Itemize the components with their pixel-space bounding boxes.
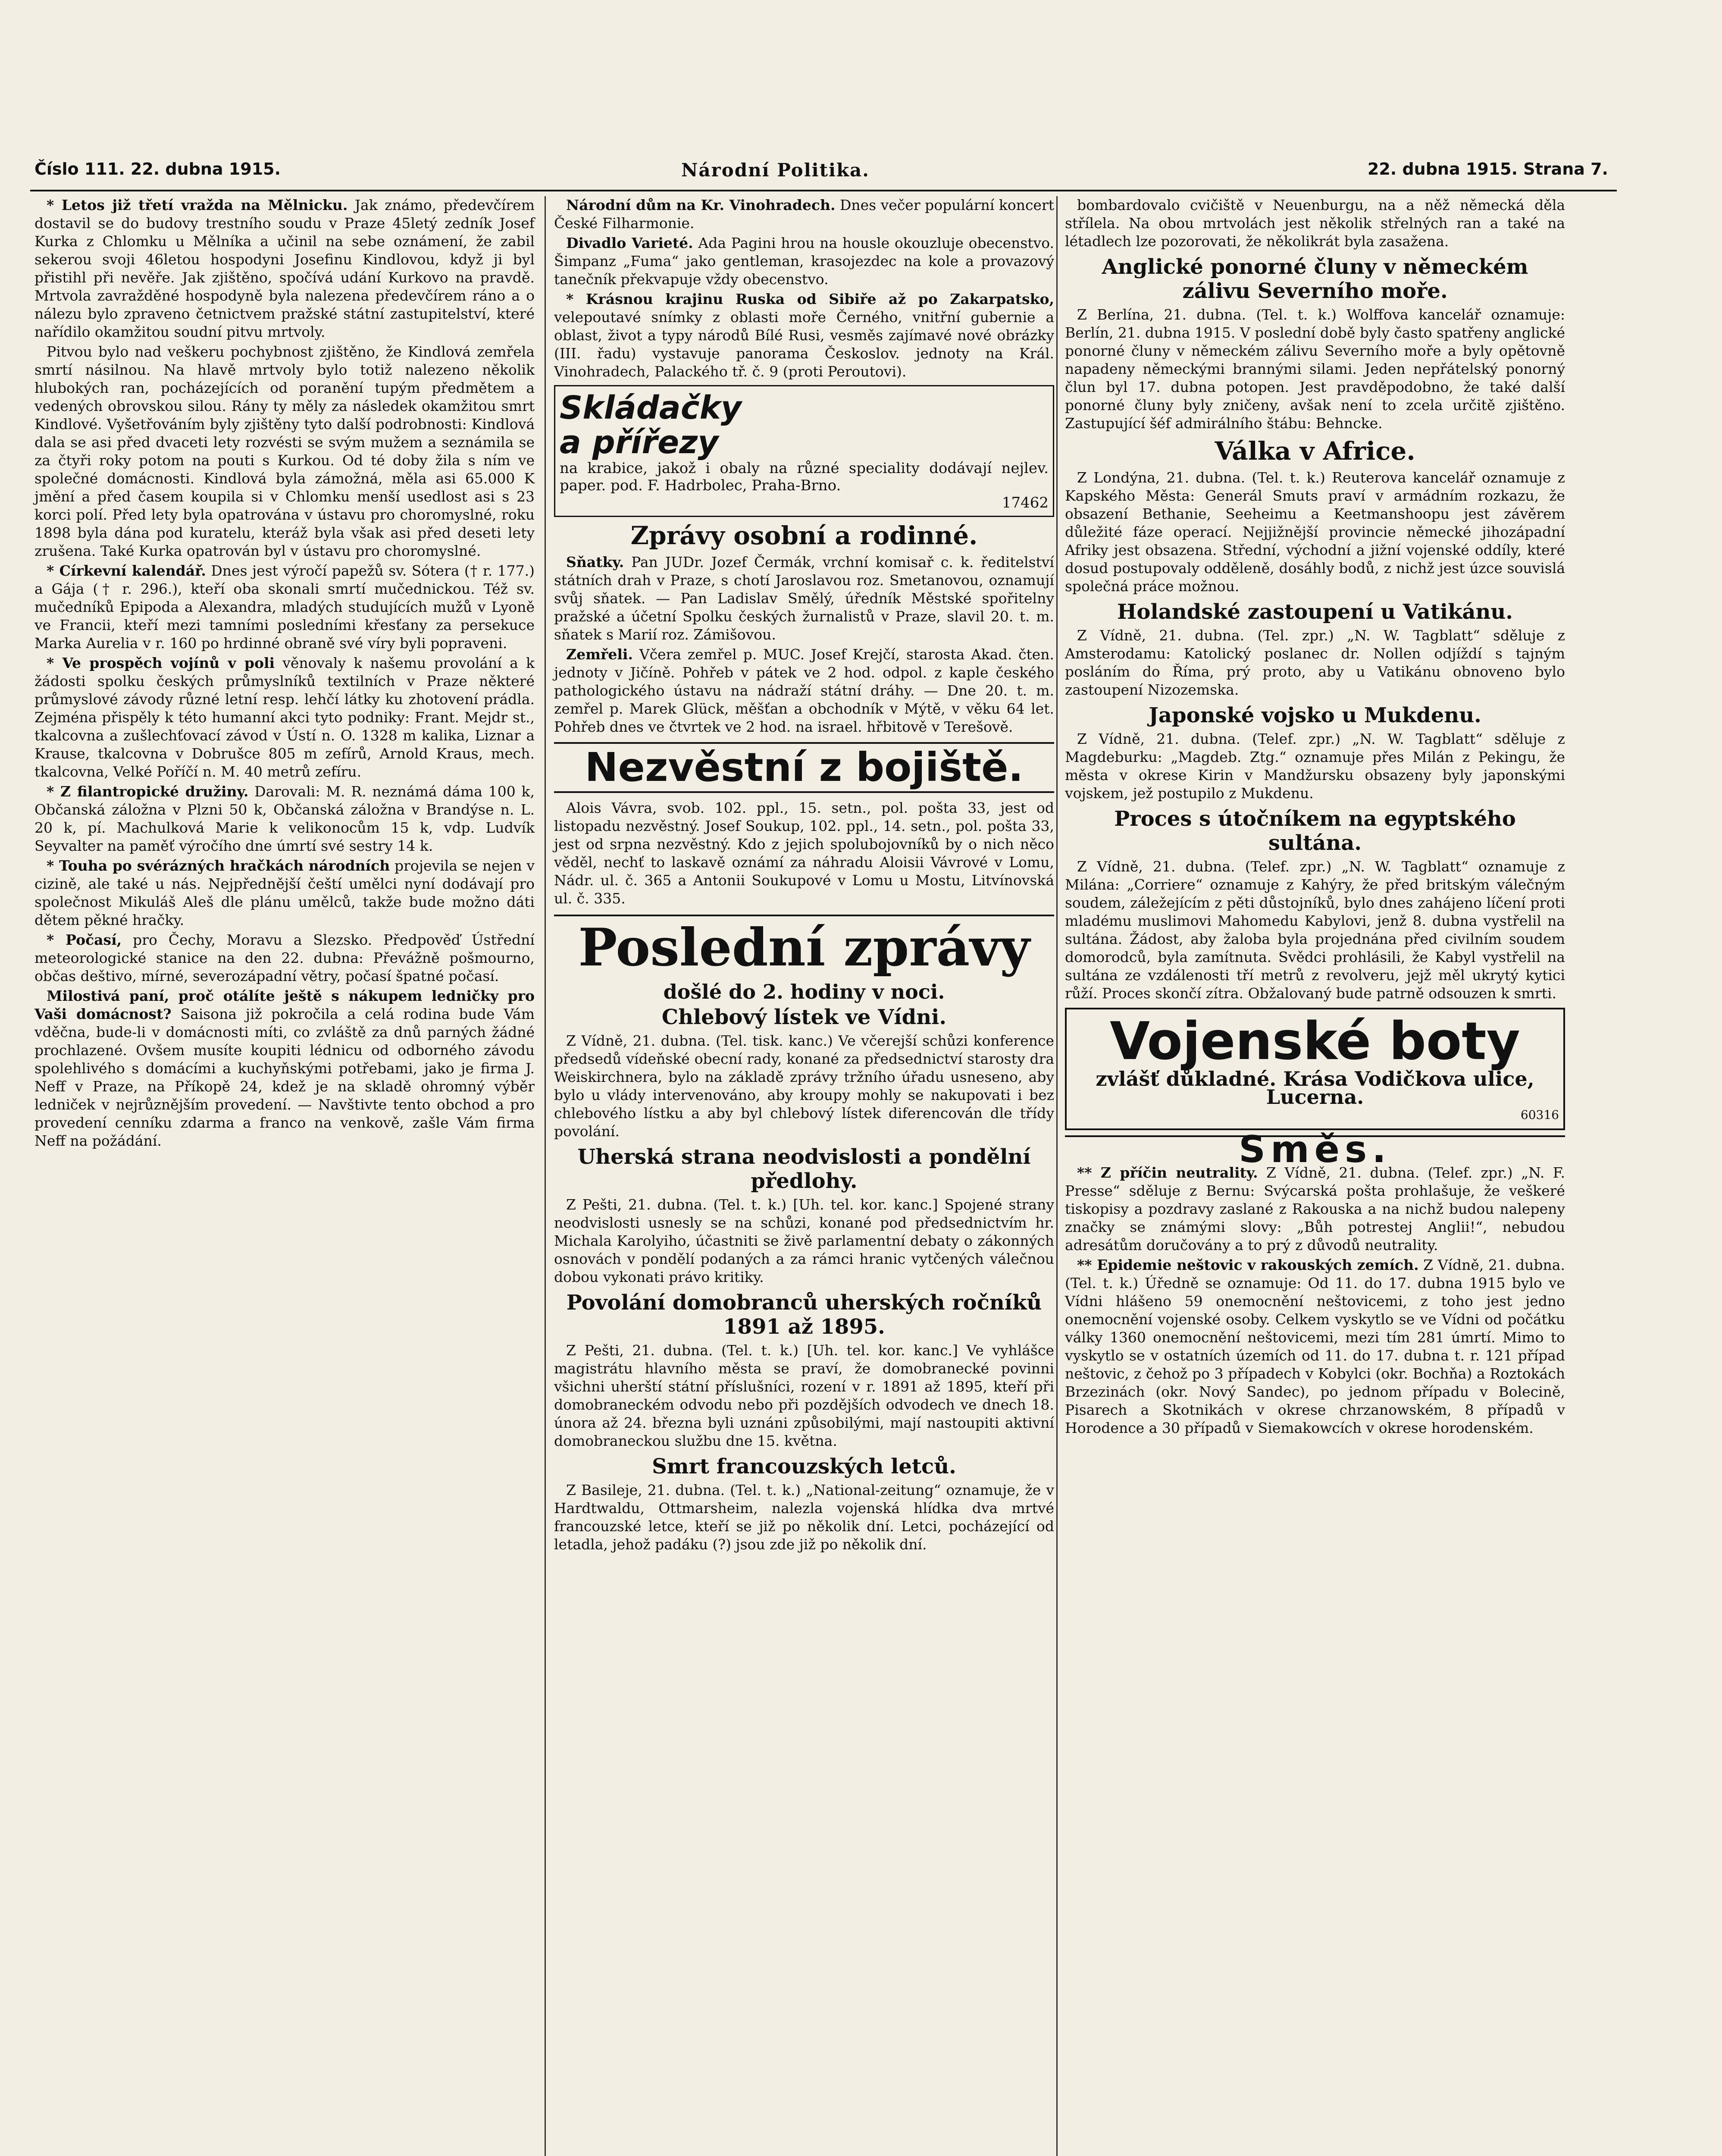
advertisement — [554, 385, 1054, 517]
headline: Holandské zastoupení u Vatikánu. — [1117, 600, 1513, 624]
advertisement — [1065, 1008, 1565, 1130]
column-1 — [34, 196, 535, 1152]
article: * Ve prospěch vojínů v poli věnovaly k našemu provolání a k žádosti spolku českých průmyslníků textilních v Praze některé průmyslové závody různé letní resp. lehčí látky ku zhotovení prádla. Zejména přispěly k této humanní akci tyto podniky: Frant. Mejdr st., tkalcovna a zušlechťovací závod v Ústí n. O. 1328 m kalika, Liznar a Krause, tkalcovna v Dobrušce 805 m zefírů, Arnold Kraus, mech. tkalcovna, Velké Poříčí n. M. 40 metrů zefíru. — [34, 655, 535, 780]
section-heading: Nezvěstní z bojiště. — [554, 742, 1054, 793]
article: Z Basileje, 21. dubna. (Tel. t. k.) „National-zeitung“ oznamuje, že v Hardtwaldu, Ottmarsheim, nalezla vojenská hlídka dva mrtvé francouzské letce, kteří se již po několik dní. Letci, pocházející od letadla, jehož padáku (?) jsou zde již po několik dní. — [554, 1482, 1054, 1553]
article: Z Pešti, 21. dubna. (Tel. t. k.) [Uh. tel. kor. kanc.] Ve vyhlášce magistrátu hlavního města se praví, že domobranecké povinni všichni uherští státní příslušníci, rození v r. 1891 až 1895, kteří při domobraneckém odvodu nebo při pozdějších odvodech ve dnech 18. února až 24. března byli uznáni způsobilými, mají nastoupiti aktivní domobraneckou službu dne 15. května. — [554, 1342, 1054, 1449]
article: Divadlo Varieté. Ada Pagini hrou na housle okouzluje obecenstvo. Šimpanz „Fuma“ jako gentleman, krasojezdec na kole a provazový tanečník překvapuje vždy obecenstvo. — [554, 235, 1054, 288]
article: * Počasí, pro Čechy, Moravu a Slezsko. Předpověď Ústřední meteorologické stanice na den 22. dubna: Převážně pošmourno, občas deštivo, mírné, severozápadní větry, počasí špatné počasí. — [34, 931, 535, 984]
page-number: 22. dubna 1915. Strana 7. — [1367, 160, 1608, 179]
article: Z Vídně, 21. dubna. (Tel. tisk. kanc.) Ve včerejší schůzi konference předsedů vídeňské obecní rady, konané za předsednictví starosty dra Weiskirchnera, bylo na základě zprávy tržního úřadu usneseno, aby bylo u vlády intervenováno, aby kroupy mohly se nakupovati i bez chlebového lístku a aby byl chlebový lístek diferencován dle třídy povolání. — [554, 1032, 1054, 1140]
article: Sňatky. Pan JUDr. Jozef Čermák, vrchní komisař c. k. ředitelství státních drah v Praze, s chotí Jaroslavou roz. Smetanovou, oznamují svůj sňatek. — Pan Ladislav Smělý, úředník Městské spořitelny pražské a účetní Spolku českých žurnalistů v Praze, slavil 20. t. m. sňatek s Marií roz. Zámišovou. — [554, 554, 1054, 643]
headline: Anglické ponorné čluny v německém zálivu Severního moře. — [1102, 255, 1528, 303]
article: Z Vídně, 21. dubna. (Telef. zpr.) „N. W. Tagblatt“ oznamuje z Milána: „Corriere“ oznamuje z Kahýry, že před britským válečným soudem, záležejícím z pěti důstojníků, bylo dnes zahájeno líčení proti mladému muslimovi Mahomedu Kabylovi, jenž 8. dubna vystřelil na sultána. Žádost, aby žaloba byla projednána před civilním soudem domorodců, byla zamítnuta. Svědci prohlásili, že Kabyl vystřelil na sultána ze vzdálenosti tří metrů z revolveru, jejž měl ukrytý kytici růží. Proces skončí zítra. Obžalovaný bude patrně odsouzen k smrti. — [1065, 858, 1565, 1002]
headline: Smrt francouzských letců. — [652, 1454, 956, 1479]
article: Alois Vávra, svob. 102. ppl., 15. setn., pol. pošta 33, jest od listopadu nezvěstný. Josef Soukup, 102. ppl., 14. setn., pol. pošta 33, jest od srpna nezvěstný. Kdo z jejich spolubojovníků by o nich něco věděl, nechť to laskavě oznámí za náhradu Aloisii Vávrové v Lomu, Nádr. ul. č. 365 a Antonii Soukupové v Lomu u Mostu, Litvínovská ul. č. 335. — [554, 799, 1054, 907]
article-continued: Pitvou bylo nad veškeru pochybnost zjištěno, že Kindlová zemřela smrtí násilnou. Na hlavě mrtvoly bylo totiž nalezeno několik hlubokých ran, pocházejících od poranění tupým předmětem a vedených obrovskou silou. Rány ty měly za následek okamžitou smrt Kindlové. Vyšetřováním byly zjištěny tyto další podrobnosti: Kindlová dala se asi před dvaceti lety rozvésti se svým mužem a seznámila se za čtyři roky potom na pouti s Kurkou. Od té doby žila s ním ve společné domácnosti. Kindlová byla zámožná, měla asi 65.000 K jmění a před časem koupila si v Chlomku menší usedlost asi s 23 korci polí. Před lety byla opatrována v ústavu pro choromyslné, roku 1898 byla dána pod kuratelu, kteráž byla však asi před deseti lety zrušena. Také Kurka opatrován byl v ústavu pro choromyslné. — [34, 343, 535, 559]
ad-number: 60316 — [1520, 1108, 1559, 1122]
article: Zemřeli. Včera zemřel p. MUC. Josef Krejčí, starosta Akad. čten. jednoty v Jičíně. Pohřeb v pátek ve 2 hod. odpol. z kaple českého pathologického ústavu na nádraží státní dráhy. — Dne 20. t. m. zemřel p. Marek Glück, měšťan a obchodník v Mýtě, v věku 64 let. Pohřeb dnes ve čtvrtek ve 2 hod. na israel. hřbitově v Terešově. — [554, 646, 1055, 735]
column-divider — [1056, 196, 1058, 2156]
page-header — [34, 160, 1608, 190]
column-3 — [1065, 196, 1565, 1439]
headline: Japonské vojsko u Mukdenu. — [1149, 703, 1481, 727]
section-heading: Směs. — [1065, 1135, 1565, 1159]
headline: Válka v Africe. — [1215, 436, 1415, 466]
ad-text: na krabice, jakož i obaly na různé speciality dodávají nejlev. paper. pod. F. Hadrbolec, Praha-Brno. — [560, 460, 1049, 494]
article: * Letos již třetí vražda na Mělnicku. Jak známo, předevčírem dostavil se do budovy trestního soudu v Praze 45letý zedník Josef Kurka z Chlomku u Mělníka a učinil na sebe oznámení, že zabil sekerou svoji 46letou hospodyni Josefinu Kindlovou, když ji byl přistihl při nevěře. Jak zjištěno, spočívá udání Kurkovo na pravdě. Mrtvola zavražděné hospodyně byla nalezena předevčírem ráno a o nálezu bylo zpraveno četnictvem pražské státní zastupitelství, které nařídilo okamžitou soudní pitvu mrtvoly. — [34, 197, 535, 340]
header-rule — [30, 190, 1617, 191]
article: Národní dům na Kr. Vinohradech. Dnes večer populární koncert České Filharmonie. — [554, 197, 1054, 232]
article: Z Londýna, 21. dubna. (Tel. t. k.) Reuterova kancelář oznamuje z Kapského Města: Generál Smuts praví v armádním rozkazu, že obsazení Bethanie, Seeheimu a Keetmanshoopu jest závěrem důležité fáze operací. Nejjižnější provincie německé jihozápadní Afriky jest obsazena. Střední, východní a jižní vojenské oddíly, které dosud postupovaly odděleně, dosáhly bodů, z nichž jest úzce souvislá společná práce možnou. — [1065, 469, 1565, 595]
article-continued: bombardovalo cvičiště v Neuenburgu, na a něž německá děla střílela. Na obou mrtvolách jest několik střelných ran a také na létadlech lze pozorovati, že několikrát byla zasažena. — [1065, 197, 1565, 250]
section-heading: Zprávy osobní a rodinné. — [630, 521, 978, 550]
article: Z Pešti, 21. dubna. (Tel. t. k.) [Uh. tel. kor. kanc.] Spojené strany neodvislosti usnesly se na schůzi, konané pod předsednictvím hr. Michala Karolyiho, účastniti se živě parlamentní debaty o zákonných osnovách v pondělí podaných a za rámci hranic vytčených válečnou dobou vykonati právo kritiky. — [554, 1196, 1054, 1285]
article: * Touha po svérázných hračkách národních projevila se nejen v cizině, ale také u nás. Nejpřednější čeští umělci nyní dodávají pro společnost Mikuláš Aleš dle plánu umělců, takže bude možno dáti dětem pěkné hračky. — [34, 857, 535, 928]
section-banner: Poslední zprávy — [554, 915, 1054, 976]
ad-title: Skládačky — [560, 389, 742, 426]
article: * Krásnou krajinu Ruska od Sibiře až po Zakarpatsko, velepoutavé snímky z oblasti moře Černého, vnitřní gubernie a oblast, život a typy národů Bílé Rusi, vesměs zajímavé nové obrázky (III. řadu) vystavuje panorama Českoslov. jednoty na Král. Vinohradech, Palackého tř. č. 9 (proti Peroutovi). — [554, 291, 1054, 380]
article: Z Berlína, 21. dubna. (Tel. t. k.) Wolffova kancelář oznamuje: Berlín, 21. dubna 1915. V poslední době byly často spatřeny anglické ponorné čluny v německém zálivu Severního moře a byly opětovně napadeny německými brannými silami. Jeden nepřátelský ponorný člun byl 17. dubna potopen. Jest pravděpodobno, že také další ponorné čluny byly zničeny, avšak není to zcela určitě zjištěno. Zastupující šéf admirálního štábu: Behncke. — [1065, 306, 1565, 432]
issue-info: Číslo 111. 22. dubna 1915. — [34, 160, 281, 179]
ad-title: a přířezy — [560, 424, 719, 461]
article: ** Epidemie neštovic v rakouských zemích. Z Vídně, 21. dubna. (Tel. t. k.) Úředně se oznamuje: Od 11. do 17. dubna 1915 bylo ve Vídni hlášeno 59 onemocnění neštovicemi, z toho jest jedno onemocnění vojenské osoby. Celkem vyskytlo se ve Vídni od počátku války 1360 onemocnění neštovicemi, mezi tím 281 úmrtí. Mimo to vyskytlo se v ostatních územích od 11. do 17. dubna t. r. 121 případ neštovic, z čehož po 3 případech v Kobylci (okr. Bochňa) a Roztokách Brzezinách (okr. Nový Sandec), po jednom případu v Bolecině, Pisarech a Skotnikách v okrese chrzanowském, 8 případů v Horodence a 30 případů v Siemakowcích v okrese horodenském. — [1065, 1257, 1565, 1436]
article: * Církevní kalendář. Dnes jest výročí papežů sv. Sótera († r. 177.) a Gája († r. 296.), kteří oba skonali smrtí mučednickou. Též sv. mučedníků Epipoda a Alexandra, mladých studujících mužů v Lyoně ve Francii, kteří mezi tamními posledními křesťany za persekuce Marka Aurelia v r. 160 po hrdinné obraně své víry byli popraveni. — [34, 562, 535, 652]
article: Z Vídně, 21. dubna. (Telef. zpr.) „N. W. Tagblatt“ sděluje z Magdeburku: „Magdeb. Ztg.“ oznamuje přes Milán z Pekingu, že města v okrese Kirin v Mandžursku obsazeny byly japonskými vojskem, jež postupilo z Mukdenu. — [1065, 730, 1565, 802]
article: * Z filantropické družiny. Darovali: M. R. neznámá dáma 100 k, Občanská záložna v Plzni 50 k, Občanská záložna v Brandýse n. L. 20 k, pí. Machulková Marie k velikonocům 15 k, vdp. Ludvík Seyvalter na paměť výročího dne úmrtí své sestry 14 k. — [34, 783, 535, 854]
newspaper-title: Národní Politika. — [681, 160, 870, 181]
headline: Uherská strana neodvislosti a pondělní předlohy. — [577, 1145, 1031, 1193]
ad-title: Vojenské boty — [1110, 1012, 1520, 1072]
advertisement-notice: Milostivá paní, proč otálíte ještě s nákupem ledničky pro Vaši domácnost? Saisona již pokročila a celá rodina bude Vám vděčna, bude-li v domácnosti míti, co zvláště za dnů parných žádné prochlazené. Ovšem musíte koupiti lédnicu od odborného závodu spolehlivého s domácími a kuchyňskými potřebami, jako je firma J. Neff v Praze, na Příkopě 24, kdež je na skladě ohromný výběr ledniček v nejrůznějším provedení. — Navštivte tento obchod a pro provedení cenníku zdarma a franco na venkově, zašle Vám firma Neff na požádání. — [34, 987, 535, 1149]
headline: Proces s útočníkem na egyptského sultána. — [1114, 807, 1516, 855]
headline: Chlebový lístek ve Vídni. — [661, 1005, 947, 1029]
column-2 — [554, 196, 1054, 1555]
section-subtitle: došlé do 2. hodiny v noci. — [663, 980, 945, 1003]
headline: Povolání domobranců uherských ročníků 1891 až 1895. — [566, 1291, 1042, 1339]
ad-number: 17462 — [1002, 494, 1049, 511]
article: Z Vídně, 21. dubna. (Tel. zpr.) „N. W. Tagblatt“ sděluje z Amsterodamu: Katolický poslanec dr. Nollen odjíždí s tajným posláním do Říma, prý proto, aby u Vatikánu obnoveno bylo zastoupení Nizozemska. — [1065, 627, 1565, 698]
ad-text: zvlášť důkladné. Krása Vodičkova ulice, Lucerna. — [1096, 1067, 1534, 1109]
column-divider — [545, 196, 546, 2156]
article: ** Z příčin neutrality. Z Vídně, 21. dubna. (Telef. zpr.) „N. F. Presse“ sděluje z Bernu: Svýcarská pošta prohlašuje, že veškeré tiskopisy a pozdravy zaslané z Rakouska a na nichž budou nalepeny značky se známými slovy: „Bůh potrestej Anglii!“, nebudou adresátům doručovány a to prý z důvodů neutrality. — [1065, 1164, 1565, 1253]
